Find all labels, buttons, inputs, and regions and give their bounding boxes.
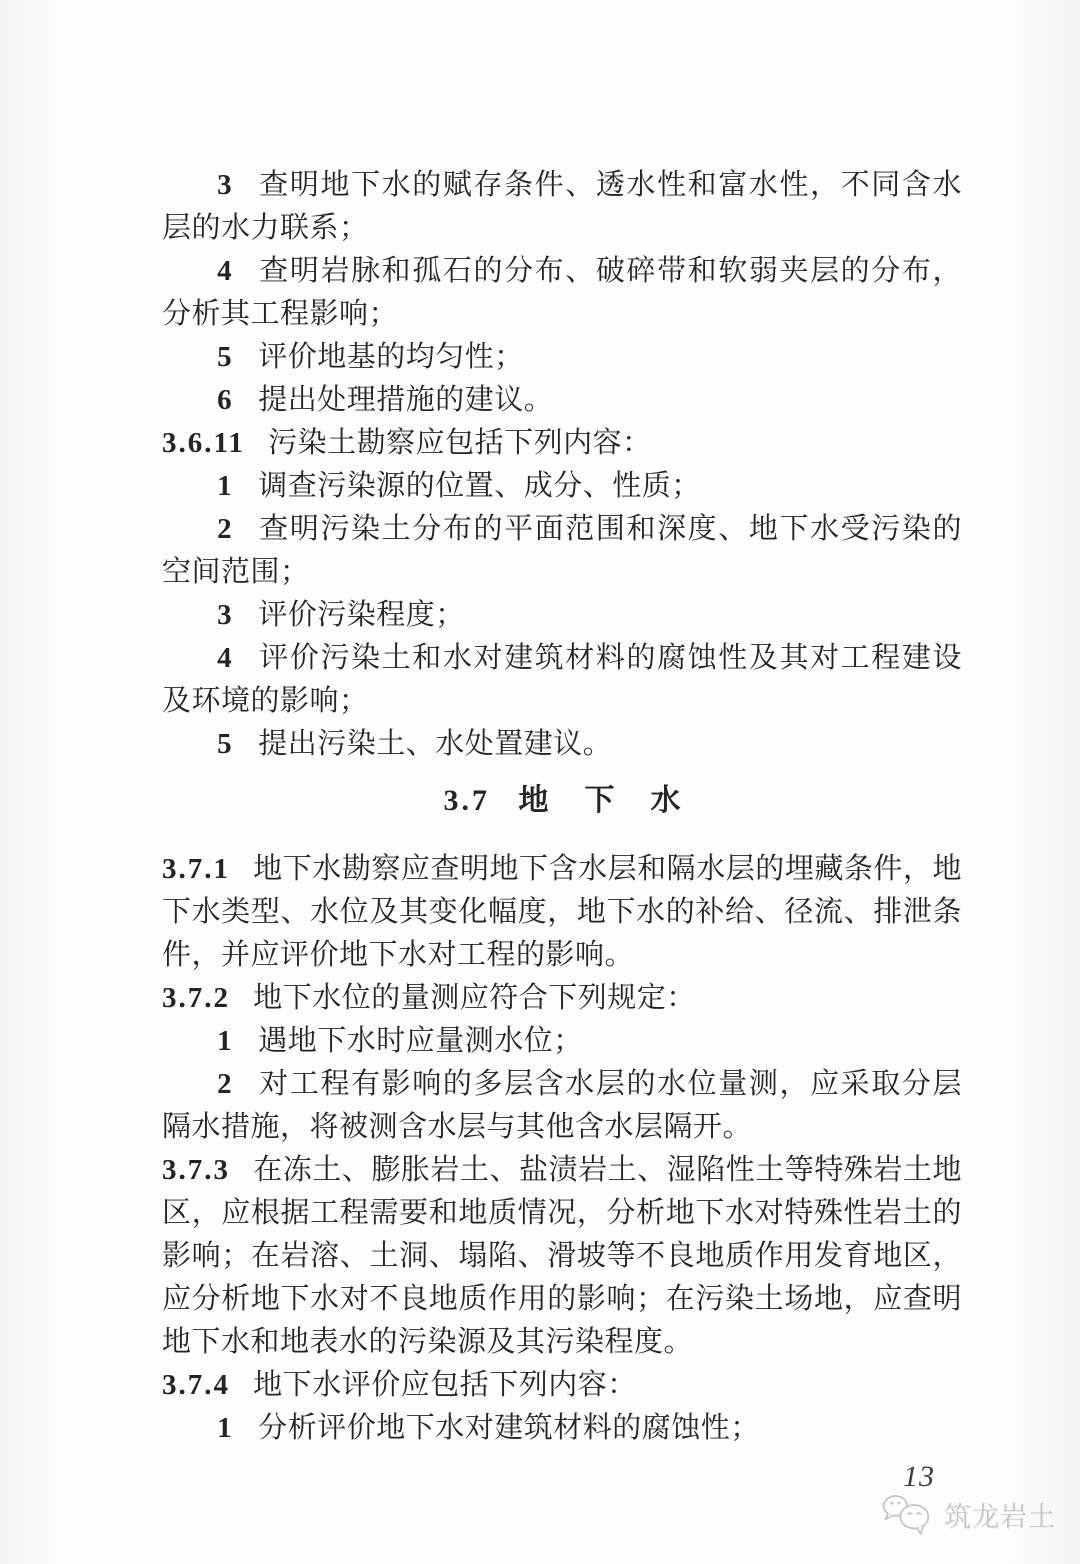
paragraph-text: 污染土勘察应包括下列内容： <box>268 427 652 459</box>
clause-number: 3.7.3 <box>162 1154 230 1186</box>
item-number: 3 <box>217 599 233 631</box>
item-number: 5 <box>217 341 233 373</box>
paragraph-text: 评价污染土和水对建筑材料的腐蚀性及其对工程建设及环境的影响； <box>162 642 962 717</box>
item-number: 1 <box>217 1412 233 1444</box>
document-body <box>162 164 962 1450</box>
clause-paragraph <box>162 977 962 1020</box>
clause-number: 3.6.11 <box>162 427 245 459</box>
paragraph-text: 地下水位的量测应符合下列规定： <box>253 982 696 1014</box>
section-title: 地下水 <box>518 784 717 817</box>
item-number: 3 <box>217 169 233 201</box>
item-number: 6 <box>217 384 233 416</box>
list-item-paragraph <box>162 1407 962 1450</box>
clause-paragraph <box>162 1149 962 1364</box>
list-item-paragraph <box>162 379 962 422</box>
clause-number: 3.7.1 <box>162 853 230 885</box>
item-number: 2 <box>217 513 233 545</box>
list-item-paragraph <box>162 637 962 723</box>
paragraph-text: 提出污染土、水处置建议。 <box>258 728 613 760</box>
paragraph-text: 提出处理措施的建议。 <box>258 384 554 416</box>
paragraph-text: 遇地下水时应量测水位； <box>258 1025 583 1057</box>
paragraph-text: 调查污染源的位置、成分、性质； <box>258 470 701 502</box>
clause-paragraph <box>162 848 962 977</box>
clause-number: 3.7.2 <box>162 982 230 1014</box>
item-number: 1 <box>217 1025 233 1057</box>
list-item-paragraph <box>162 250 962 336</box>
item-number: 4 <box>217 642 233 674</box>
paragraph-text: 评价污染程度； <box>258 599 465 631</box>
section-heading <box>162 780 962 822</box>
page-number: 13 <box>903 1460 935 1493</box>
item-number: 5 <box>217 728 233 760</box>
list-item-paragraph <box>162 1020 962 1063</box>
paragraph-text: 查明地下水的赋存条件、透水性和富水性，不同含水层的水力联系； <box>162 169 962 244</box>
section-number: 3.7 <box>443 784 490 817</box>
item-number: 2 <box>217 1068 233 1100</box>
paragraph-text: 分析评价地下水对建筑材料的腐蚀性； <box>258 1412 760 1444</box>
item-number: 1 <box>217 470 233 502</box>
paragraph-text: 地下水勘察应查明地下含水层和隔水层的埋藏条件，地下水类型、水位及其变化幅度，地下水的补给、径流、排泄条件，并应评价地下水对工程的影响。 <box>162 853 962 971</box>
paragraph-text: 查明岩脉和孤石的分布、破碎带和软弱夹层的分布，分析其工程影响； <box>162 255 962 330</box>
watermark <box>881 1492 1056 1536</box>
item-number: 4 <box>217 255 233 287</box>
list-item-paragraph <box>162 1063 962 1149</box>
paragraph-text: 地下水评价应包括下列内容： <box>253 1369 637 1401</box>
list-item-paragraph <box>162 336 962 379</box>
watermark-label: 筑龙岩土 <box>944 1501 1056 1532</box>
list-item-paragraph <box>162 508 962 594</box>
list-item-paragraph <box>162 594 962 637</box>
wechat-bubbles-icon <box>881 1492 935 1536</box>
paragraph-text: 对工程有影响的多层含水层的水位量测，应采取分层隔水措施，将被测含水层与其他含水层隔开。 <box>162 1068 962 1143</box>
list-item-paragraph <box>162 164 962 250</box>
paragraph-text: 评价地基的均匀性； <box>258 341 524 373</box>
list-item-paragraph <box>162 723 962 766</box>
paragraph-text: 在冻土、膨胀岩土、盐渍岩土、湿陷性土等特殊岩土地区，应根据工程需要和地质情况，分析地下水对特殊性岩土的影响；在岩溶、土洞、塌陷、滑坡等不良地质作用发育地区，应分析地下水对不良地质作用的影响；在污染土场地，应查明地下水和地表水的污染源及其污染程度。 <box>162 1154 962 1358</box>
list-item-paragraph <box>162 465 962 508</box>
paragraph-text: 查明污染土分布的平面范围和深度、地下水受污染的空间范围； <box>162 513 962 588</box>
clause-paragraph <box>162 1364 962 1407</box>
clause-number: 3.7.4 <box>162 1369 230 1401</box>
clause-paragraph <box>162 422 962 465</box>
